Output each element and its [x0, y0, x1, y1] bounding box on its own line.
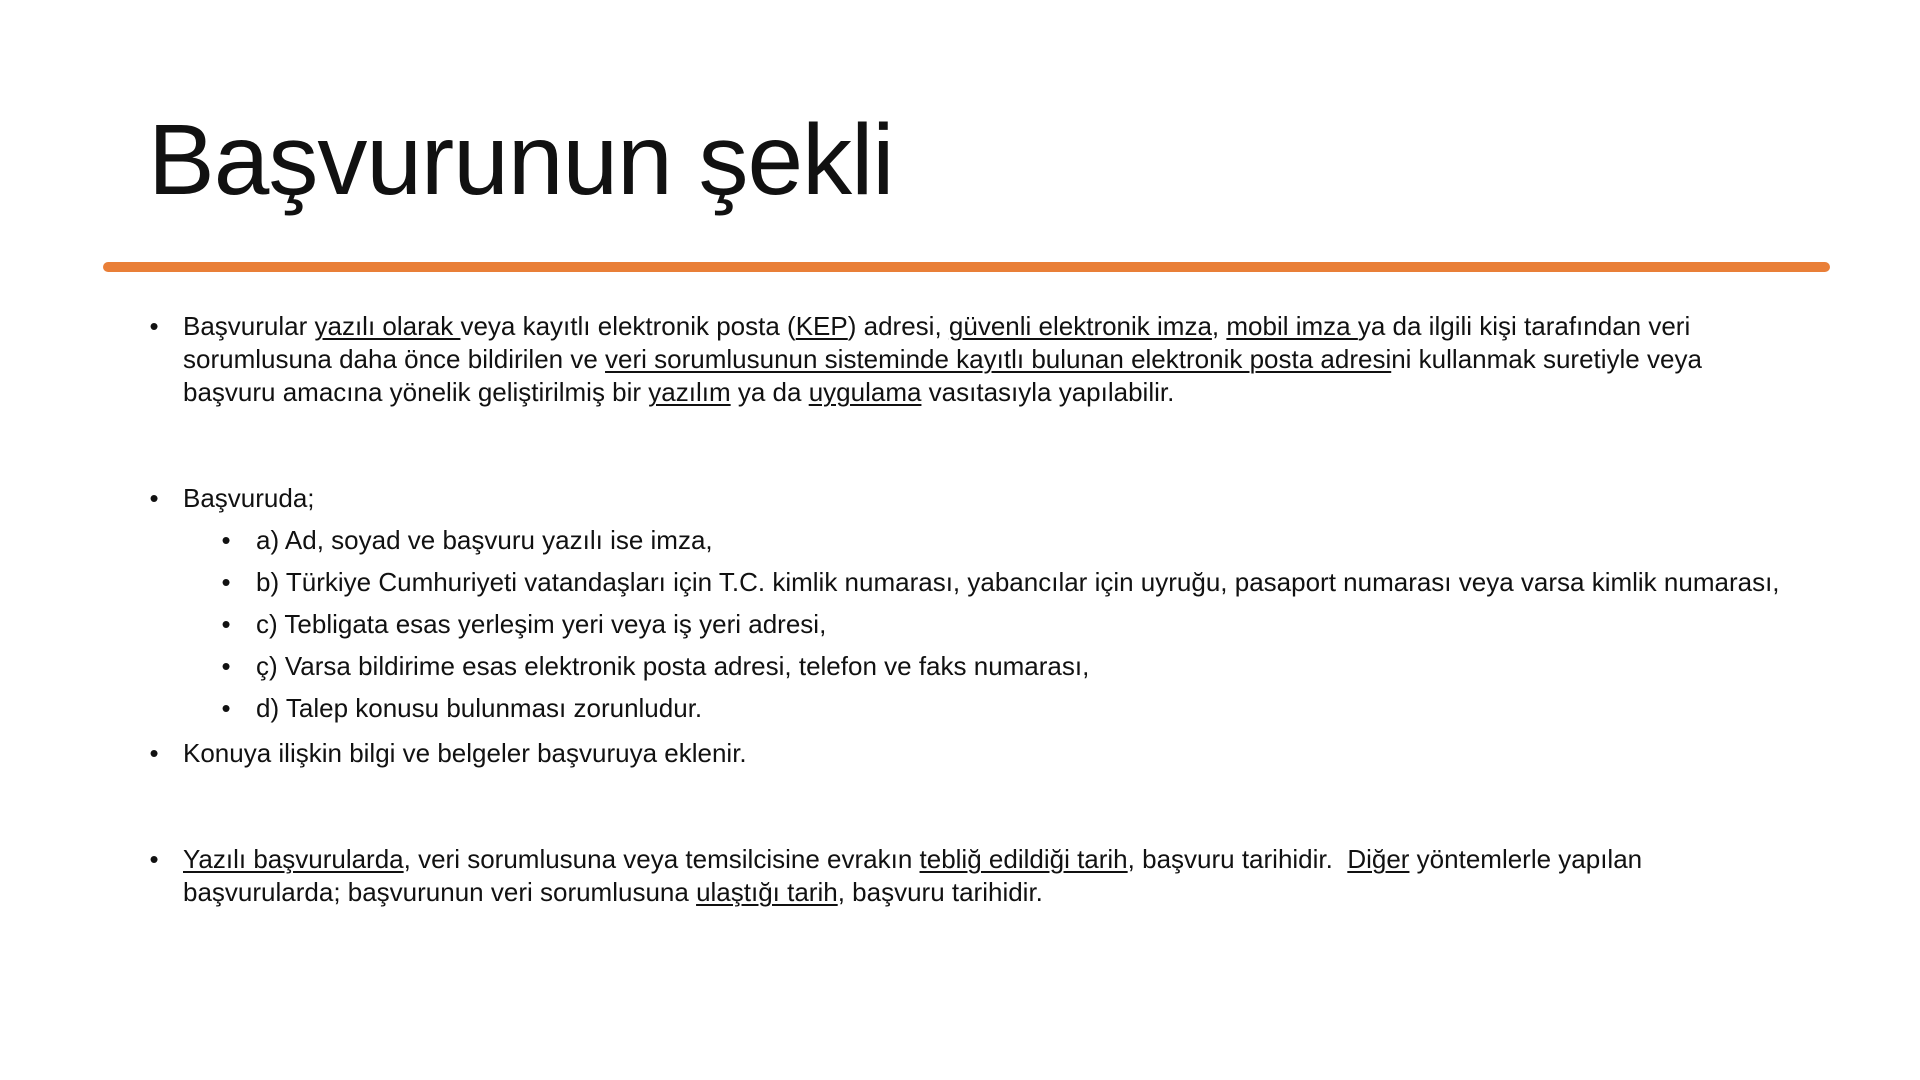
- sub-list-item: [140, 524, 1780, 557]
- title-divider: [103, 262, 1830, 272]
- bullet-dot: •: [221, 609, 231, 639]
- underlined-term: uygulama: [808, 377, 922, 407]
- bullet-dot: •: [149, 844, 159, 874]
- underlined-term: KEP: [795, 311, 848, 341]
- underlined-term: veri sorumlusunun sisteminde kayıtlı bulunan elektronik posta adresi: [605, 344, 1392, 374]
- bullet-text: Başvuruda;: [183, 483, 315, 513]
- bullet-text: Konuya ilişkin bilgi ve belgeler başvuruya eklenir.: [183, 738, 747, 768]
- required-info-list: [140, 524, 1780, 725]
- bullet-paragraph-application-date: [140, 843, 1780, 909]
- sub-list-item: [140, 692, 1780, 725]
- underlined-term: tebliğ edildiği tarih: [919, 844, 1128, 874]
- sub-list-item: [140, 650, 1780, 683]
- text-run: ya da ilgili kişi tarafından veri sorumlusuna daha önce bildirilen ve: [183, 311, 1691, 374]
- underlined-term: Diğer: [1347, 844, 1410, 874]
- text-run: , başvuru tarihidir.: [1127, 844, 1348, 874]
- slide-title: Başvurunun şekli: [148, 104, 894, 216]
- sub-list-item-text: d) Talep konusu bulunması zorunludur.: [256, 693, 703, 723]
- sub-list-item-text: c) Tebligata esas yerleşim yeri veya iş yeri adresi,: [256, 609, 827, 639]
- bullet-paragraph-application-methods: [140, 310, 1780, 409]
- slide-body: [140, 310, 1780, 909]
- bullet-paragraph-attachments: [140, 737, 1780, 770]
- underlined-term: yazılı olarak: [314, 311, 461, 341]
- sub-list-item: [140, 566, 1780, 599]
- sub-list-item-text: ç) Varsa bildirime esas elektronik posta adresi, telefon ve faks numarası,: [256, 651, 1090, 681]
- underlined-term: güvenli elektronik imza: [948, 311, 1212, 341]
- text-run: ya da: [730, 377, 809, 407]
- text-run: ,: [1211, 311, 1227, 341]
- bullet-paragraph-required-info: [140, 482, 1780, 515]
- text-run: , başvuru tarihidir.: [837, 877, 1043, 907]
- bullet-dot: •: [221, 651, 231, 681]
- text-run: yöntemlerle yapılan başvurularda; başvurunun veri sorumlusuna: [183, 844, 1643, 907]
- bullet-dot: •: [221, 525, 231, 555]
- text-run: Başvurular: [183, 311, 315, 341]
- underlined-term: yazılım: [648, 377, 731, 407]
- sub-list-item-text: b) Türkiye Cumhuriyeti vatandaşları için T.C. kimlik numarası, yabancılar için uyruğu, pasaport numarası veya varsa kimlik numarası,: [256, 567, 1780, 597]
- sub-list-item: [140, 608, 1780, 641]
- underlined-term: ulaştığı tarih: [696, 877, 838, 907]
- bullet-dot: •: [221, 693, 231, 723]
- bullet-dot: •: [221, 567, 231, 597]
- bullet-dot: •: [149, 483, 159, 513]
- text-run: , veri sorumlusuna veya temsilcisine evrakın: [403, 844, 920, 874]
- text-run: vasıtasıyla yapılabilir.: [921, 377, 1175, 407]
- sub-list-item-text: a) Ad, soyad ve başvuru yazılı ise imza,: [256, 525, 713, 555]
- text-run: ni kullanmak suretiyle veya başvuru amacına yönelik geliştirilmiş bir: [183, 344, 1702, 407]
- text-run: ) adresi,: [847, 311, 949, 341]
- bullet-dot: •: [149, 738, 159, 768]
- bullet-dot: •: [149, 311, 159, 341]
- text-run: veya kayıtlı elektronik posta (: [460, 311, 796, 341]
- underlined-term: mobil imza: [1226, 311, 1358, 341]
- underlined-term: Yazılı başvurularda: [183, 844, 404, 874]
